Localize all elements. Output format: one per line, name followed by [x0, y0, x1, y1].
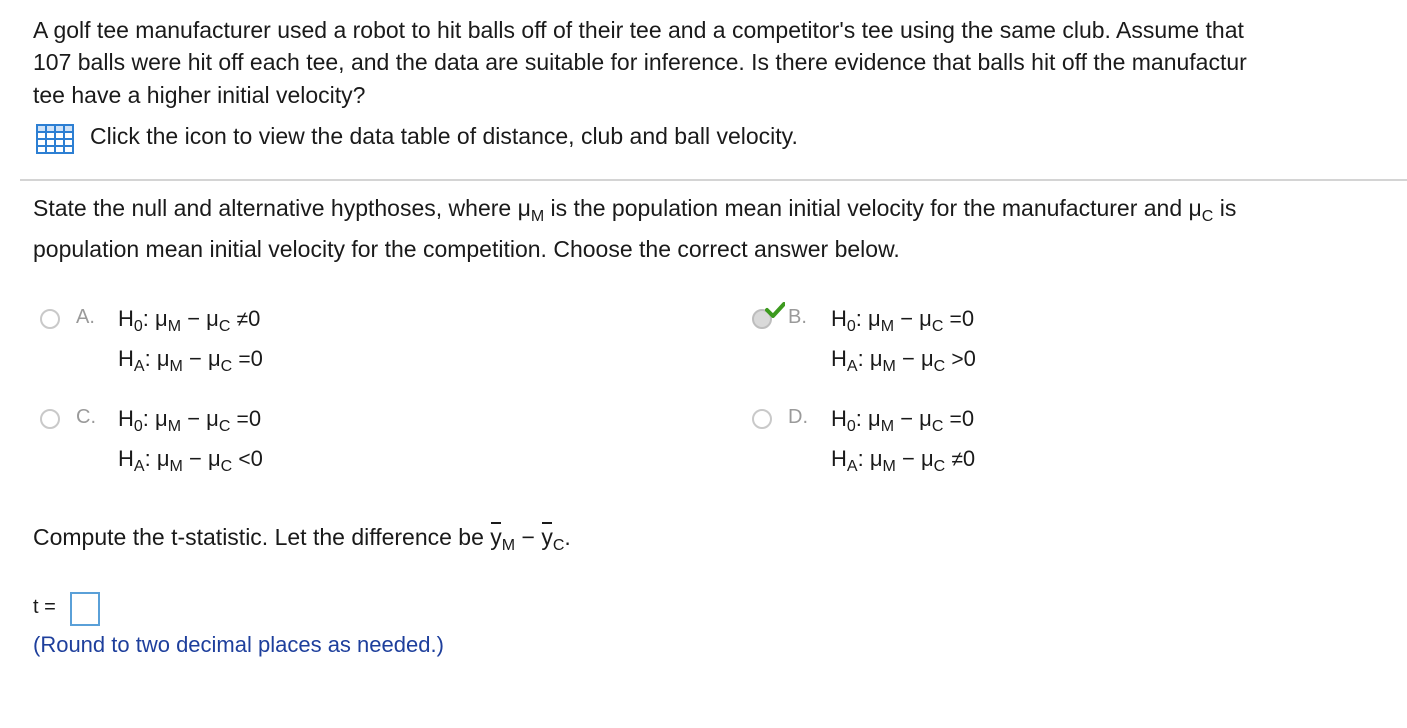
mu: μ	[869, 446, 883, 471]
relation: >	[951, 348, 964, 371]
colon: :	[855, 306, 862, 331]
ha-sub: A	[133, 458, 145, 475]
h0-sub: 0	[846, 318, 856, 335]
question-line-2: 107 balls were hit off each tee, and the data are suitable for inference. Is there evidence that balls hit off the manufactur	[33, 49, 1247, 75]
h0-sub: 0	[846, 418, 856, 435]
colon: :	[142, 306, 149, 331]
colon: :	[144, 446, 151, 471]
option-b-ha	[831, 340, 976, 386]
prompt-text-a: State the null and alternative hypthoses, where μ	[33, 195, 531, 221]
ha-sub: A	[133, 358, 145, 375]
option-c-radio[interactable]	[40, 409, 60, 429]
relation: =	[949, 308, 962, 331]
y-bar-c: y	[541, 524, 553, 550]
sub-m: M	[167, 418, 182, 435]
option-c-letter: C.	[76, 406, 96, 428]
sub-m: M	[880, 318, 895, 335]
check-icon	[765, 302, 785, 318]
value: 0	[250, 446, 263, 471]
relation: =	[949, 408, 962, 431]
y-bar-m: y	[490, 524, 502, 550]
sub-c: C	[218, 318, 231, 335]
sub-m: M	[882, 358, 896, 375]
sub-m: M	[880, 418, 895, 435]
relation: ≠	[236, 308, 249, 331]
period: .	[564, 524, 571, 550]
section-divider	[20, 179, 1407, 181]
mu: μ	[155, 406, 168, 431]
data-table-link-text: Click the icon to view the data table of distance, club and ball velocity.	[90, 123, 798, 149]
colon: :	[857, 346, 864, 371]
minus: −	[188, 446, 202, 471]
h0-sub: 0	[133, 318, 143, 335]
value: 0	[961, 306, 975, 331]
hypotheses-prompt	[33, 192, 1236, 233]
sub-c: C	[933, 358, 946, 375]
option-a-radio[interactable]	[40, 309, 60, 329]
value: 0	[962, 446, 976, 471]
relation: =	[238, 348, 251, 371]
option-d-radio[interactable]	[752, 409, 772, 429]
option-a-ha	[118, 340, 263, 386]
mu: μ	[156, 446, 170, 471]
relation: =	[236, 408, 249, 431]
sub-c: C	[220, 458, 233, 475]
mu: μ	[919, 406, 932, 431]
h0-sub: 0	[133, 418, 143, 435]
sub-c: C	[218, 418, 231, 435]
mu: μ	[920, 346, 934, 371]
sub-c: C	[933, 458, 946, 475]
mu: μ	[206, 306, 219, 331]
minus: −	[900, 306, 914, 331]
option-a-letter: A.	[76, 306, 95, 328]
option-b-letter: B.	[788, 306, 807, 328]
t-statistic-prompt	[33, 521, 571, 562]
option-d-letter: D.	[788, 406, 808, 428]
value: 0	[963, 346, 976, 371]
mu: μ	[868, 406, 881, 431]
value: 0	[248, 406, 262, 431]
minus: −	[515, 524, 542, 550]
mu: μ	[869, 346, 883, 371]
ha-label: H	[831, 346, 847, 371]
ha-label: H	[118, 446, 134, 471]
t-answer-input[interactable]	[70, 592, 100, 626]
colon: :	[144, 346, 151, 371]
minus: −	[188, 346, 202, 371]
mu: μ	[155, 306, 168, 331]
sub-c: C	[552, 537, 565, 554]
ha-label: H	[831, 446, 847, 471]
sub-c: C	[220, 358, 233, 375]
relation: ≠	[951, 448, 963, 471]
prompt-sub-m: M	[530, 208, 545, 225]
prompt-text-b: is the population mean initial velocity for the manufacturer and μ	[544, 195, 1202, 221]
mu: μ	[920, 446, 934, 471]
t-label: t =	[33, 596, 56, 618]
value: 0	[248, 306, 261, 331]
h0-label: H	[831, 406, 847, 431]
value: 0	[250, 346, 263, 371]
data-table-icon[interactable]	[36, 124, 74, 154]
option-d-ha	[831, 440, 975, 486]
mu: μ	[207, 446, 221, 471]
value: 0	[961, 406, 975, 431]
rounding-hint: (Round to two decimal places as needed.)	[33, 632, 444, 657]
mu: μ	[207, 346, 221, 371]
sub-m: M	[882, 458, 896, 475]
sub-m: M	[501, 537, 516, 554]
colon: :	[855, 406, 862, 431]
question-line-1: A golf tee manufacturer used a robot to hit balls off of their tee and a competitor's tee using the same club. Assume that	[33, 17, 1244, 43]
minus: −	[187, 306, 201, 331]
question-line-3: tee have a higher initial velocity?	[33, 82, 366, 108]
sub-c: C	[931, 318, 944, 335]
minus: −	[901, 446, 915, 471]
mu: μ	[868, 306, 881, 331]
prompt-sub-c: C	[1201, 208, 1214, 225]
sub-c: C	[931, 418, 944, 435]
minus: −	[900, 406, 914, 431]
prompt-text-c: is	[1213, 195, 1237, 221]
sub-m: M	[167, 318, 182, 335]
ha-sub: A	[846, 458, 858, 475]
minus: −	[187, 406, 201, 431]
relation: <	[238, 448, 251, 471]
mu: μ	[919, 306, 932, 331]
t-prompt-text: Compute the t-statistic. Let the difference be	[33, 524, 491, 550]
colon: :	[142, 406, 149, 431]
ha-sub: A	[846, 358, 858, 375]
ha-label: H	[118, 346, 134, 371]
option-c-ha	[118, 440, 263, 486]
h0-label: H	[118, 406, 134, 431]
mu: μ	[206, 406, 219, 431]
minus: −	[901, 346, 915, 371]
colon: :	[857, 446, 864, 471]
h0-label: H	[831, 306, 847, 331]
sub-m: M	[169, 458, 183, 475]
mu: μ	[156, 346, 170, 371]
hypotheses-prompt-line-2: population mean initial velocity for the competition. Choose the correct answer below.	[33, 236, 900, 262]
sub-m: M	[169, 358, 183, 375]
h0-label: H	[118, 306, 134, 331]
